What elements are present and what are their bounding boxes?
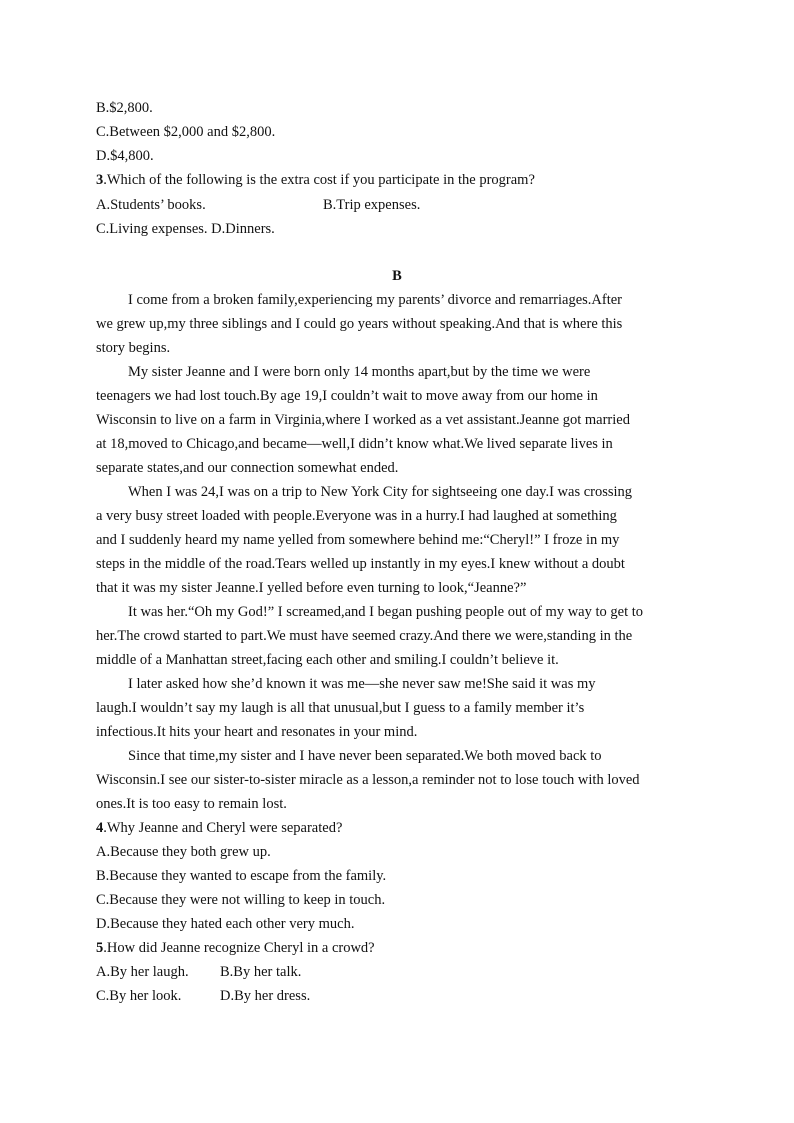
- q4-option-c: C.Because they were not willing to keep in touch.: [96, 892, 386, 908]
- question-text: .Why Jeanne and Cheryl were separated?: [103, 820, 343, 836]
- passage-line: It was her.“Oh my God!” I screamed,and I began pushing people out of my way to get to: [128, 604, 644, 620]
- option-b-q2: B.$2,800.: [96, 100, 153, 116]
- question-number: 4: [96, 820, 104, 836]
- passage-line: infectious.It hits your heart and resonates in your mind.: [96, 724, 418, 740]
- option-c-q2: C.Between $2,000 and $2,800.: [96, 124, 276, 140]
- passage-line: Wisconsin.I see our sister-to-sister miracle as a lesson,a reminder not to lose touch with loved: [96, 772, 640, 788]
- question-number: 5: [96, 940, 104, 956]
- q4-option-d: D.Because they hated each other very much.: [96, 916, 355, 932]
- passage-line: and I suddenly heard my name yelled from somewhere behind me:“Cheryl!” I froze in my: [96, 532, 620, 548]
- passage-line: laugh.I wouldn’t say my laugh is all that unusual,but I guess to a family member it’s: [96, 700, 585, 716]
- option-d-q2: D.$4,800.: [96, 148, 154, 164]
- passage-line: I later asked how she’d known it was me—she never saw me!She said it was my: [128, 676, 596, 692]
- passage-line: Wisconsin to live on a farm in Virginia,where I worked as a vet assistant.Jeanne got married: [96, 412, 630, 428]
- passage-line: My sister Jeanne and I were born only 14 months apart,but by the time we were: [128, 364, 591, 380]
- passage-line: we grew up,my three siblings and I could go years without speaking.And that is where this: [96, 316, 623, 332]
- question-3: [96, 170, 535, 190]
- q3-option-a: A.Students’ books.: [96, 197, 206, 213]
- passage-line: ones.It is too easy to remain lost.: [96, 796, 287, 812]
- question-5: [96, 938, 375, 958]
- q5-option-d: D.By her dress.: [220, 988, 311, 1004]
- passage-line: Since that time,my sister and I have never been separated.We both moved back to: [128, 748, 602, 764]
- question-text: .Which of the following is the extra cost if you participate in the program?: [103, 172, 535, 188]
- q3-options-cd: C.Living expenses. D.Dinners.: [96, 221, 275, 237]
- passage-line: a very busy street loaded with people.Everyone was in a hurry.I had laughed at something: [96, 508, 617, 524]
- q4-option-a: A.Because they both grew up.: [96, 844, 271, 860]
- passage-line: I come from a broken family,experiencing my parents’ divorce and remarriages.After: [128, 292, 622, 308]
- question-text: .How did Jeanne recognize Cheryl in a crowd?: [103, 940, 375, 956]
- passage-line: steps in the middle of the road.Tears welled up instantly in my eyes.I knew without a doubt: [96, 556, 625, 572]
- passage-line: that it was my sister Jeanne.I yelled before even turning to look,“Jeanne?”: [96, 580, 527, 596]
- section-heading: B: [392, 268, 402, 284]
- passage-line: story begins.: [96, 340, 171, 356]
- passage-line: middle of a Manhattan street,facing each other and smiling.I couldn’t believe it.: [96, 652, 559, 668]
- q3-option-b: B.Trip expenses.: [323, 197, 421, 213]
- question-number: 3: [96, 172, 104, 188]
- q5-option-b: B.By her talk.: [220, 964, 302, 980]
- passage-line: at 18,moved to Chicago,and became—well,I didn’t know what.We lived separate lives in: [96, 436, 613, 452]
- q5-option-c: C.By her look.: [96, 988, 182, 1004]
- passage-line: teenagers we had lost touch.By age 19,I couldn’t wait to move away from our home in: [96, 388, 598, 404]
- passage-line: When I was 24,I was on a trip to New York City for sightseeing one day.I was crossing: [128, 484, 633, 500]
- passage-line: her.The crowd started to part.We must have seemed crazy.And there we were,standing in the: [96, 628, 633, 644]
- question-4: [96, 818, 342, 838]
- passage-line: separate states,and our connection somewhat ended.: [96, 460, 399, 476]
- q4-option-b: B.Because they wanted to escape from the family.: [96, 868, 387, 884]
- q5-option-a: A.By her laugh.: [96, 964, 189, 980]
